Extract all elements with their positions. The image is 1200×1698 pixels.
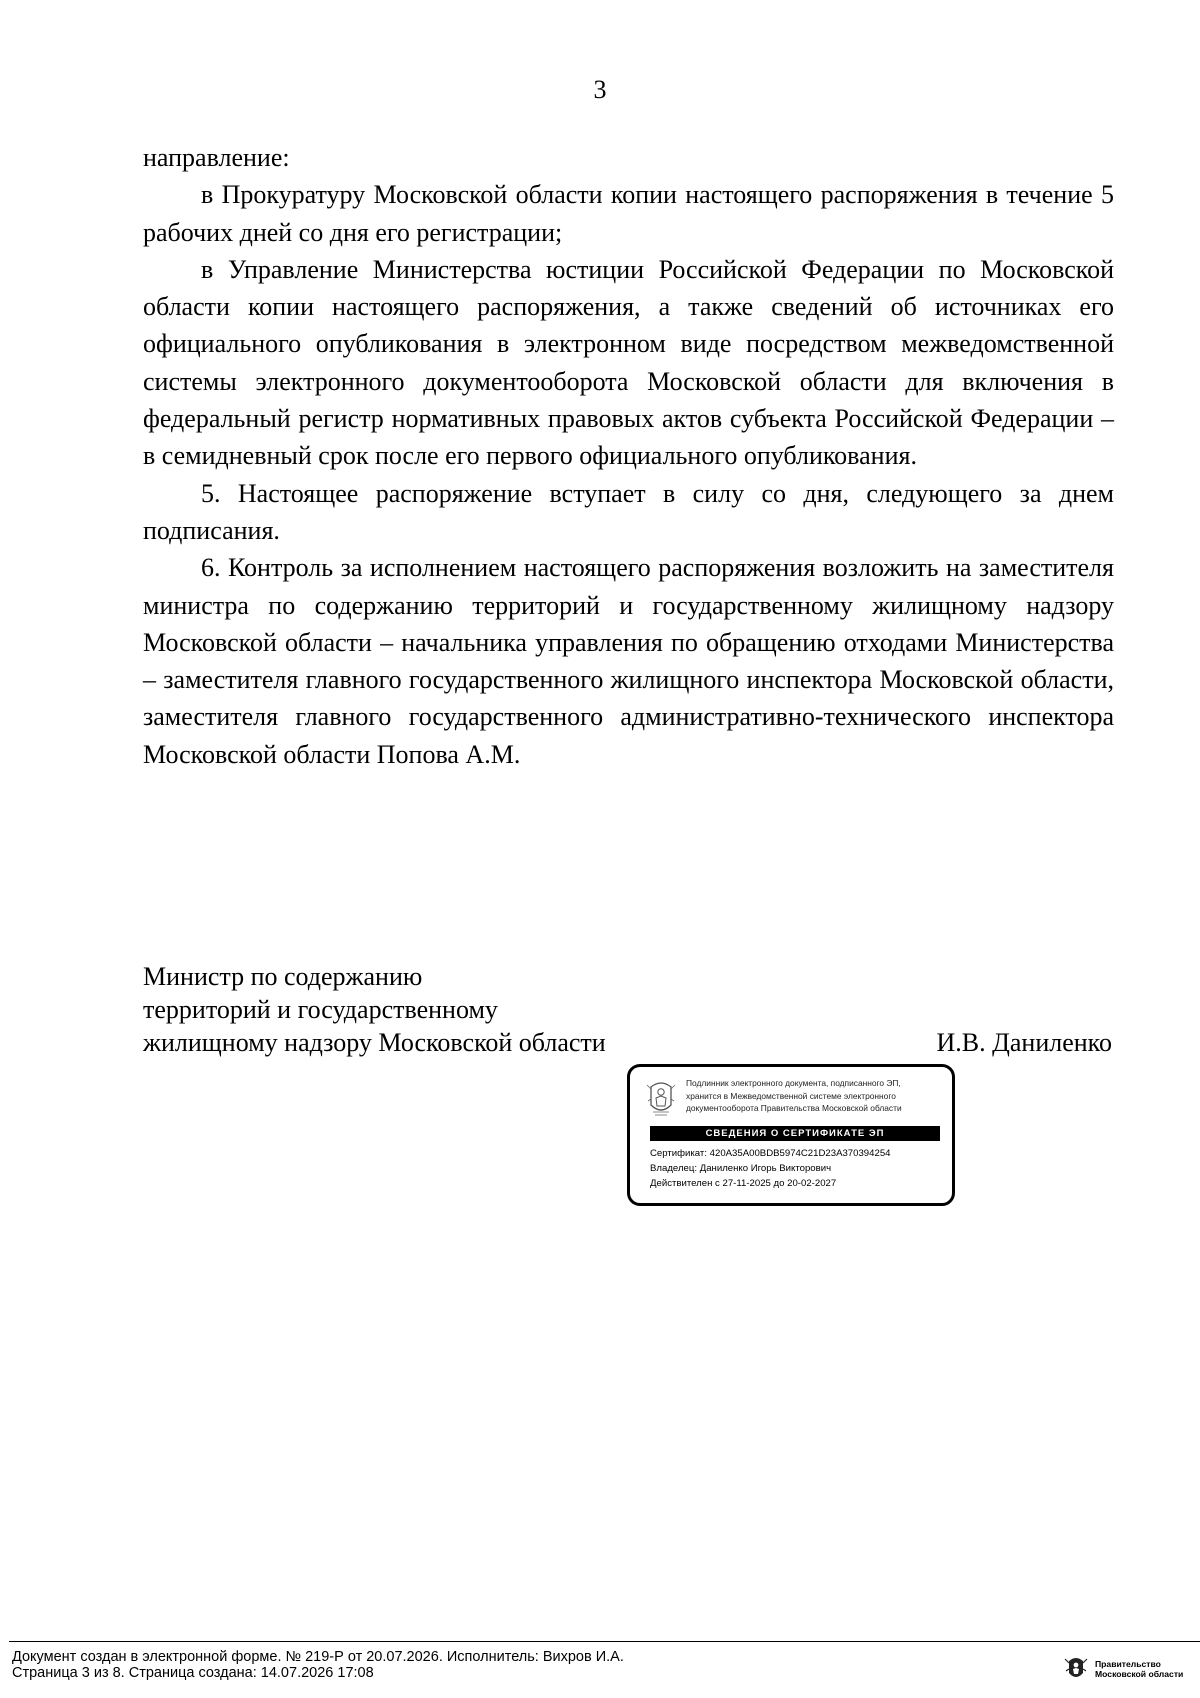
certificate-number: Сертификат: 420A35A00BDB5974C21D23A370394254 bbox=[650, 1148, 891, 1159]
signatory-name: И.В. Даниленко bbox=[936, 1028, 1112, 1057]
stamp-original-line: хранится в Межведомственной системе электронного bbox=[686, 1090, 896, 1101]
signatory-position-line-2: территорий и государственному bbox=[143, 995, 498, 1024]
logo-text-line-1: Правительство bbox=[1095, 1658, 1161, 1669]
logo-text-line-2: Московской области bbox=[1095, 1669, 1184, 1679]
paragraph-justice-ministry: в Управление Министерства юстиции Российской Федерации по Московской области копии настоящего распоряжения, а также сведений об источниках его официального опубликования в электронном виде посредством межведомственной системы электронного документооборота Московской области для включения в федеральный регистр нормативных правовых актов субъекта Российской Федерации – в семидневный срок после его первого официального опубликования. bbox=[143, 254, 1114, 471]
signatory-position-line-1: Министр по содержанию bbox=[143, 962, 423, 991]
page-number: 3 bbox=[593, 75, 607, 104]
stamp-original-line: документооборота Правительства Московской области bbox=[686, 1103, 902, 1113]
signatory-position-line-3: жилищному надзору Московской области bbox=[143, 1028, 606, 1057]
paragraph-control: 6. Контроль за исполнением настоящего распоряжения возложить на заместителя министра по содержанию территорий и государственному жилищному надзору Московской области – начальника управления по обращению отходами Министерства – заместителя главного государственного жилищного инспектора Московской области, заместителя главного государственного административно-технического инспектора Московской области Попова А.М. bbox=[143, 553, 1114, 769]
footer-document-info: Документ создан в электронной форме. № 219-Р от 20.07.2026. Исполнитель: Вихров И.А. bbox=[12, 1649, 624, 1665]
stamp-certificate-details bbox=[650, 1146, 940, 1191]
document-body bbox=[143, 139, 1114, 773]
government-logo bbox=[1064, 1654, 1183, 1684]
footer-divider bbox=[9, 1641, 1200, 1642]
paragraph-effective-date: 5. Настоящее распоряжение вступает в силу со дня, следующего за днем подписания. bbox=[143, 478, 1114, 545]
coat-of-arms-icon bbox=[1064, 1654, 1088, 1684]
footer-info bbox=[12, 1649, 624, 1681]
paragraph-prosecutor: в Прокуратуру Московской области копии настоящего распоряжения в течение 5 рабочих дней со дня его регистрации; bbox=[143, 180, 1114, 247]
stamp-original-notice bbox=[686, 1077, 902, 1115]
certificate-validity: Действителен с 27-11-2025 до 20-02-2027 bbox=[650, 1178, 837, 1189]
stamp-original-line: Подлинник электронного документа, подписанного ЭП, bbox=[686, 1078, 901, 1088]
certificate-owner: Владелец: Даниленко Игорь Викторович bbox=[650, 1163, 832, 1174]
stamp-title-bar: СВЕДЕНИЯ О СЕРТИФИКАТЕ ЭП bbox=[650, 1126, 940, 1141]
footer-page-info: Страница 3 из 8. Страница создана: 14.07.2026 17:08 bbox=[12, 1665, 374, 1681]
paragraph-direction: направление: bbox=[143, 143, 290, 172]
electronic-signature-stamp bbox=[627, 1064, 955, 1206]
signature-block bbox=[143, 960, 1114, 1059]
coat-of-arms-icon bbox=[644, 1077, 678, 1121]
